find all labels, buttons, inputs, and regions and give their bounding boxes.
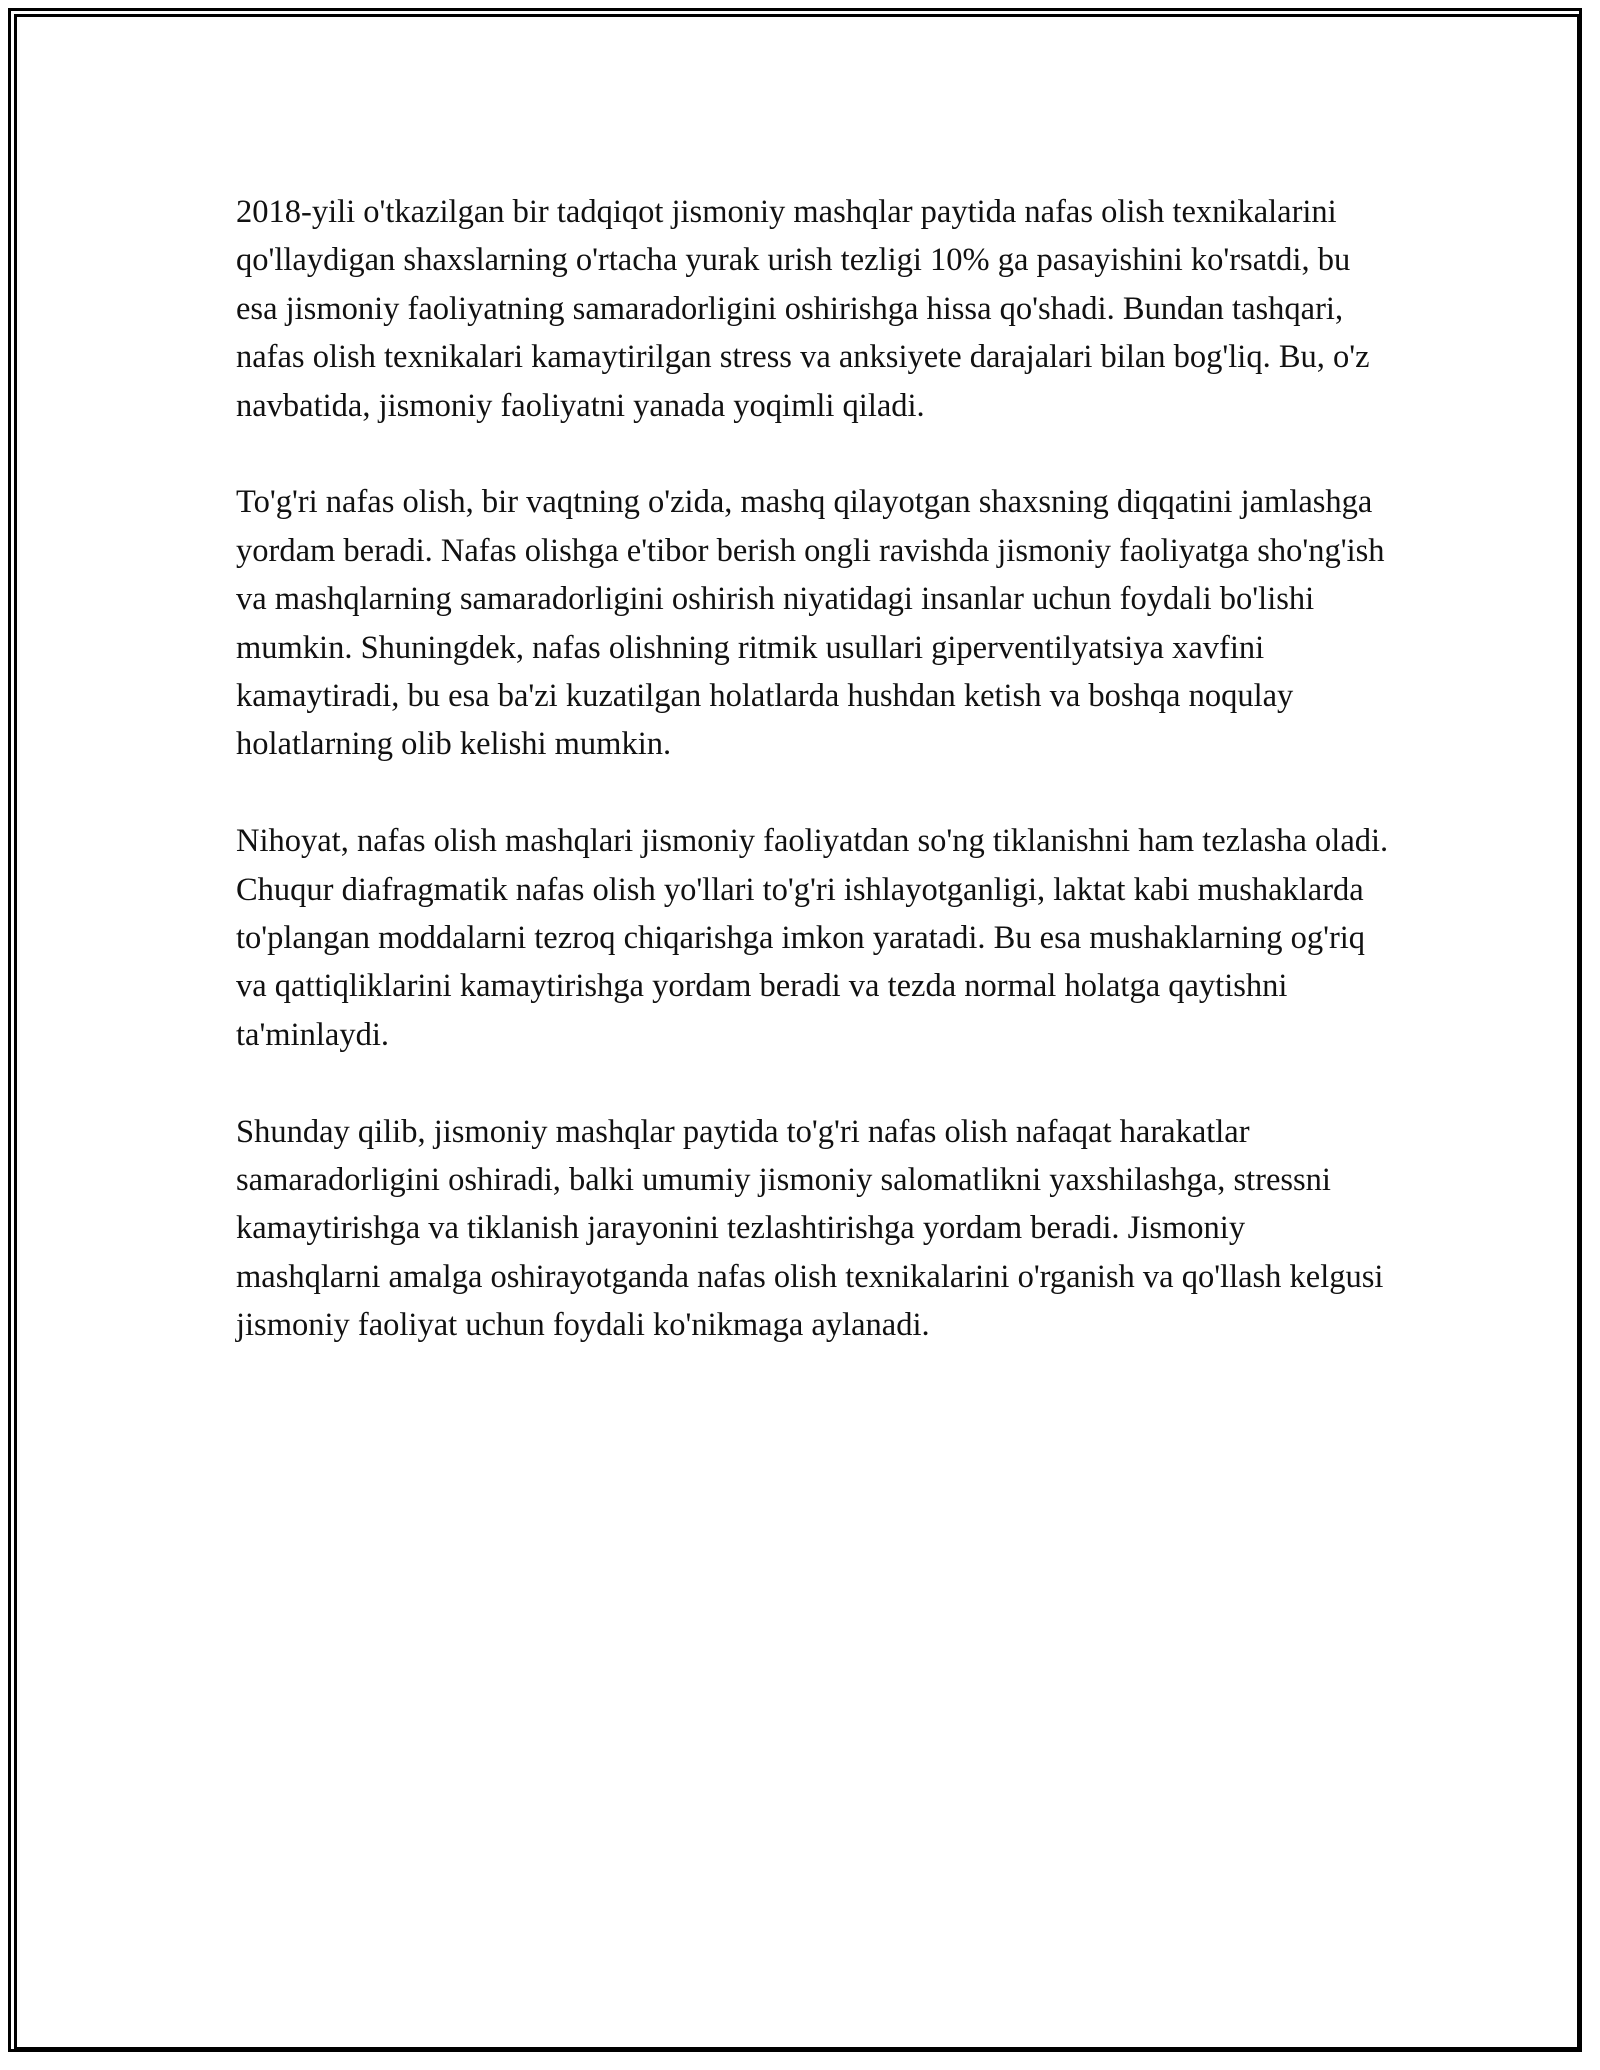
paragraph-3: Nihoyat, nafas olish mashqlari jismoniy faoliyatdan so'ng tiklanishni ham tezlasha oladi. Chuqur diafragmatik nafas olish yo'llari to'g'ri ishlayotganligi, laktat kabi mushaklarda to'plangan moddalarni tezroq chiqarishga imkon yaratadi. Bu esa mushaklarning og'riq va qattiqliklarini kamaytirishga yordam beradi va tezda normal holatga qaytishni ta'minlaydi. [236, 823, 1389, 1053]
paragraph-4: Shunday qilib, jismoniy mashqlar paytida to'g'ri nafas olish nafaqat harakatlar samaradorligini oshiradi, balki umumiy jismoniy salomatlikni yaxshilashga, stressni kamaytirishga va tiklanish jarayonini tezlashtirishga yordam beradi. Jismoniy mashqlarni amalga oshirayotganda nafas olish texnikalarini o'rganish va qo'llash kelgusi jismoniy faoliyat uchun foydali ko'nikmaga aylanadi. [236, 1113, 1384, 1344]
paragraph-1: 2018-yili o'tkazilgan bir tadqiqot jismoniy mashqlar paytida nafas olish texnikalarini qo'llaydigan shaxslarning o'rtacha yurak urish tezligi 10% ga pasayishini ko'rsatdi, bu esa jismoniy faoliyatning samaradorligini oshirishga hissa qo'shadi. Bundan tashqari, nafas olish texnikalari kamaytirilgan stress va anksiyete darajalari bilan bog'liq. Bu, o'z navbatida, jismoniy faoliyatni yanada yoqimli qiladi. [236, 194, 1370, 424]
document-body [236, 188, 1396, 1398]
paragraph-2: To'g'ri nafas olish, bir vaqtning o'zida, mashq qilayotgan shaxsning diqqatini jamlashga yordam beradi. Nafas olishga e'tibor berish ongli ravishda jismoniy faoliyatga sho'ng'ish va mashqlarning samaradorligini oshirish niyatidagi insanlar uchun foydali bo'lishi mumkin. Shuningdek, nafas olishning ritmik usullari giperventilyatsiya xavfini kamaytiradi, bu esa ba'zi kuzatilgan holatlarda hushdan ketish va boshqa noqulay holatlarning olib kelishi mumkin. [236, 484, 1385, 763]
